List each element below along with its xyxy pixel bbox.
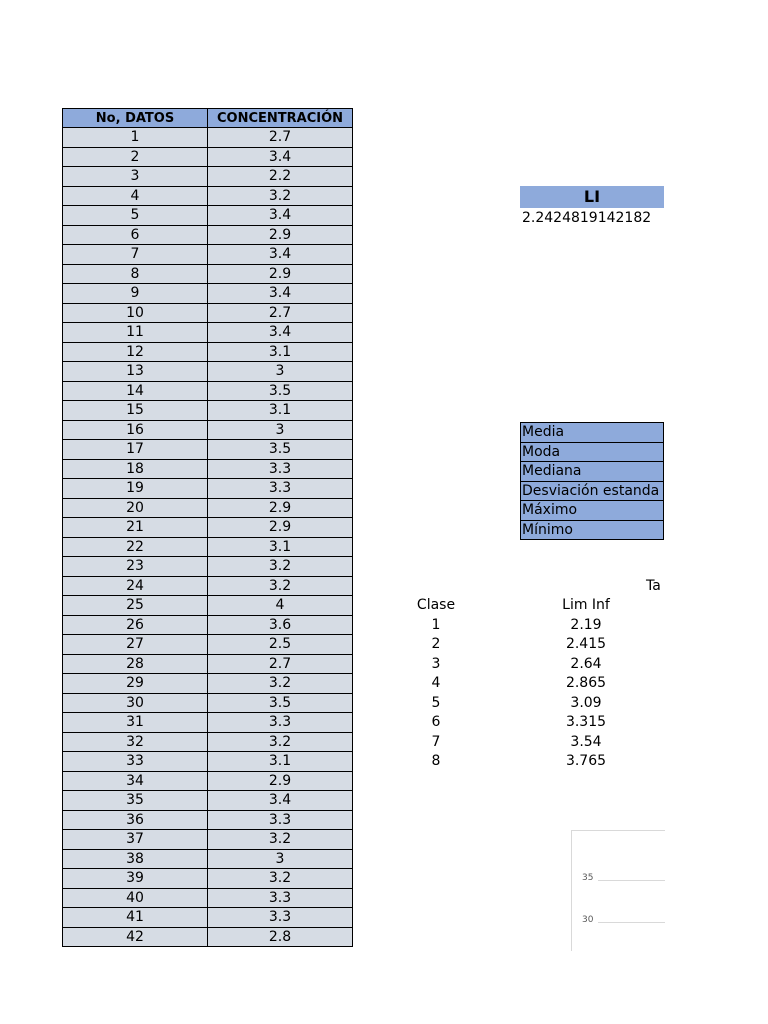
stats-labels (520, 422, 664, 540)
cell-concentracion[interactable]: 3.4 (208, 245, 353, 265)
class-lim-inf[interactable]: 3.765 (565, 753, 607, 769)
class-number[interactable]: 5 (431, 694, 441, 711)
table-row (63, 693, 353, 713)
cell-concentracion[interactable]: 3.5 (208, 693, 353, 713)
class-number[interactable]: 4 (431, 675, 441, 691)
cell-concentracion[interactable]: 2.9 (208, 264, 353, 284)
cell-concentracion[interactable]: 3.3 (208, 713, 353, 733)
class-lim-inf[interactable]: 3.315 (565, 714, 607, 730)
cell-concentracion[interactable]: 2.8 (208, 927, 353, 947)
class-number[interactable]: 7 (431, 733, 441, 750)
cell-no-datos[interactable]: 25 (63, 596, 208, 616)
table-row (63, 128, 353, 148)
cell-no-datos[interactable]: 18 (63, 459, 208, 479)
chart-gridline (598, 880, 665, 881)
cell-no-datos[interactable]: 26 (63, 615, 208, 635)
table-row (63, 732, 353, 752)
cell-concentracion[interactable]: 3.2 (208, 674, 353, 694)
table-row (63, 713, 353, 733)
header-clase[interactable]: Clase (416, 597, 456, 613)
cell-no-datos[interactable]: 34 (63, 771, 208, 791)
cell-no-datos[interactable]: 38 (63, 849, 208, 869)
table-row (63, 264, 353, 284)
table-row (63, 147, 353, 167)
li-header[interactable]: LI (520, 186, 664, 208)
cell-concentracion[interactable]: 3 (208, 362, 353, 382)
cell-concentracion[interactable]: 2.9 (208, 518, 353, 538)
chart-gridline (598, 922, 665, 923)
table-row (63, 459, 353, 479)
cell-no-datos[interactable]: 12 (63, 342, 208, 362)
cell-no-datos[interactable]: 4 (63, 186, 208, 206)
table-row (63, 810, 353, 830)
class-lim-inf[interactable]: 2.865 (565, 675, 607, 691)
cell-concentracion[interactable]: 3.4 (208, 323, 353, 343)
cell-concentracion[interactable]: 2.7 (208, 128, 353, 148)
data-table (62, 108, 353, 947)
table-row (63, 869, 353, 889)
cell-no-datos[interactable]: 20 (63, 498, 208, 518)
table-row (63, 479, 353, 499)
cell-concentracion[interactable]: 3.4 (208, 791, 353, 811)
cell-no-datos[interactable]: 7 (63, 245, 208, 265)
table-row (63, 303, 353, 323)
class-number[interactable]: 8 (431, 753, 441, 769)
table-row (63, 557, 353, 577)
cell-no-datos[interactable]: 1 (63, 128, 208, 148)
table-row (63, 635, 353, 655)
cell-no-datos[interactable]: 22 (63, 537, 208, 557)
cell-no-datos[interactable]: 17 (63, 440, 208, 460)
cell-concentracion[interactable]: 3.1 (208, 537, 353, 557)
class-number[interactable]: 1 (431, 616, 441, 633)
table-row (63, 615, 353, 635)
header-no-datos[interactable]: No, DATOS (63, 109, 208, 128)
stat-label[interactable]: Desviación estanda (520, 482, 664, 502)
table-row (63, 186, 353, 206)
table-row (63, 167, 353, 187)
cell-concentracion[interactable]: 3.1 (208, 752, 353, 772)
cell-no-datos[interactable]: 5 (63, 206, 208, 226)
header-lim-inf[interactable]: Lim Inf (562, 597, 610, 613)
cell-no-datos[interactable]: 30 (63, 693, 208, 713)
table-row (63, 518, 353, 538)
cell-concentracion[interactable]: 4 (208, 596, 353, 616)
data-table-body (63, 128, 353, 947)
stat-label[interactable]: Mediana (520, 462, 664, 482)
table-row (63, 206, 353, 226)
table-row (63, 791, 353, 811)
cell-no-datos[interactable]: 2 (63, 147, 208, 167)
cell-no-datos[interactable]: 21 (63, 518, 208, 538)
table-row (63, 888, 353, 908)
cell-no-datos[interactable]: 19 (63, 479, 208, 499)
table-row (63, 849, 353, 869)
cell-concentracion[interactable]: 3.4 (208, 147, 353, 167)
cell-concentracion[interactable]: 3.1 (208, 401, 353, 421)
cell-no-datos[interactable]: 6 (63, 225, 208, 245)
class-number[interactable]: 6 (431, 714, 441, 730)
cell-concentracion[interactable]: 3.4 (208, 284, 353, 304)
stat-label[interactable]: Moda (520, 443, 664, 463)
table-row (63, 908, 353, 928)
table-row (63, 420, 353, 440)
cell-no-datos[interactable]: 10 (63, 303, 208, 323)
chart-fragment[interactable] (571, 830, 665, 951)
class-lim-inf[interactable]: 2.415 (565, 636, 607, 652)
cell-concentracion[interactable]: 3.3 (208, 908, 353, 928)
cell-no-datos[interactable]: 23 (63, 557, 208, 577)
table-row (63, 362, 353, 382)
table-row (63, 284, 353, 304)
cell-concentracion[interactable]: 2.7 (208, 303, 353, 323)
stat-label[interactable]: Mínimo (520, 521, 664, 541)
cell-concentracion[interactable]: 2.9 (208, 771, 353, 791)
cell-concentracion[interactable]: 3.2 (208, 732, 353, 752)
cell-concentracion[interactable]: 3.1 (208, 342, 353, 362)
cell-no-datos[interactable]: 32 (63, 732, 208, 752)
cell-concentracion[interactable]: 3 (208, 849, 353, 869)
cell-no-datos[interactable]: 40 (63, 888, 208, 908)
cell-no-datos[interactable]: 36 (63, 810, 208, 830)
cell-no-datos[interactable]: 37 (63, 830, 208, 850)
cell-no-datos[interactable]: 35 (63, 791, 208, 811)
class-number[interactable]: 3 (431, 655, 441, 672)
cell-no-datos[interactable]: 15 (63, 401, 208, 421)
cell-concentracion[interactable]: 2.2 (208, 167, 353, 187)
cell-concentracion[interactable]: 3.2 (208, 830, 353, 850)
cell-no-datos[interactable]: 8 (63, 264, 208, 284)
cell-concentracion[interactable]: 3.2 (208, 557, 353, 577)
table-row (63, 654, 353, 674)
cell-concentracion[interactable]: 3.2 (208, 869, 353, 889)
cell-concentracion[interactable]: 2.9 (208, 225, 353, 245)
cell-no-datos[interactable]: 14 (63, 381, 208, 401)
chart-tick-label: 30 (582, 915, 594, 925)
table-title-fragment: Ta (646, 578, 661, 594)
cell-concentracion[interactable]: 3.5 (208, 440, 353, 460)
table-row (63, 440, 353, 460)
table-row (63, 381, 353, 401)
cell-concentracion[interactable]: 3.3 (208, 479, 353, 499)
cell-no-datos[interactable]: 13 (63, 362, 208, 382)
table-row (63, 342, 353, 362)
table-row (63, 596, 353, 616)
cell-concentracion[interactable]: 3.2 (208, 576, 353, 596)
table-row (63, 498, 353, 518)
table-row (63, 537, 353, 557)
table-row (63, 576, 353, 596)
cell-no-datos[interactable]: 41 (63, 908, 208, 928)
data-table-header-row (63, 109, 353, 128)
cell-concentracion[interactable]: 3.3 (208, 459, 353, 479)
table-row (63, 927, 353, 947)
table-row (63, 674, 353, 694)
table-row (63, 830, 353, 850)
cell-no-datos[interactable]: 16 (63, 420, 208, 440)
cell-concentracion[interactable]: 3.4 (208, 206, 353, 226)
cell-concentracion[interactable]: 3.3 (208, 810, 353, 830)
class-lim-inf[interactable]: 3.09 (570, 694, 602, 711)
cell-no-datos[interactable]: 39 (63, 869, 208, 889)
table-row (63, 245, 353, 265)
table-row (63, 225, 353, 245)
cell-no-datos[interactable]: 24 (63, 576, 208, 596)
cell-concentracion[interactable]: 2.9 (208, 498, 353, 518)
header-concentracion[interactable]: CONCENTRACIÓN (208, 109, 353, 128)
class-number[interactable]: 2 (431, 636, 441, 652)
cell-no-datos[interactable]: 3 (63, 167, 208, 187)
table-row (63, 323, 353, 343)
table-row (63, 752, 353, 772)
stat-label[interactable]: Máximo (520, 501, 664, 521)
cell-concentracion[interactable]: 3.2 (208, 186, 353, 206)
cell-no-datos[interactable]: 11 (63, 323, 208, 343)
cell-concentracion[interactable]: 2.7 (208, 654, 353, 674)
table-row (63, 401, 353, 421)
class-lim-inf[interactable]: 3.54 (570, 733, 602, 750)
cell-no-datos[interactable]: 27 (63, 635, 208, 655)
cell-no-datos[interactable]: 42 (63, 927, 208, 947)
cell-concentracion[interactable]: 2.5 (208, 635, 353, 655)
class-lim-inf[interactable]: 2.64 (570, 655, 602, 672)
class-lim-inf[interactable]: 2.19 (570, 616, 602, 633)
cell-concentracion[interactable]: 3.3 (208, 888, 353, 908)
li-value[interactable]: 2.2424819142182 (522, 210, 652, 226)
cell-no-datos[interactable]: 31 (63, 713, 208, 733)
cell-concentracion[interactable]: 3.6 (208, 615, 353, 635)
stat-label[interactable]: Media (520, 423, 664, 443)
cell-no-datos[interactable]: 28 (63, 654, 208, 674)
cell-concentracion[interactable]: 3.5 (208, 381, 353, 401)
cell-no-datos[interactable]: 33 (63, 752, 208, 772)
cell-no-datos[interactable]: 9 (63, 284, 208, 304)
cell-no-datos[interactable]: 29 (63, 674, 208, 694)
cell-concentracion[interactable]: 3 (208, 420, 353, 440)
table-row (63, 771, 353, 791)
chart-tick-label: 35 (582, 873, 594, 883)
